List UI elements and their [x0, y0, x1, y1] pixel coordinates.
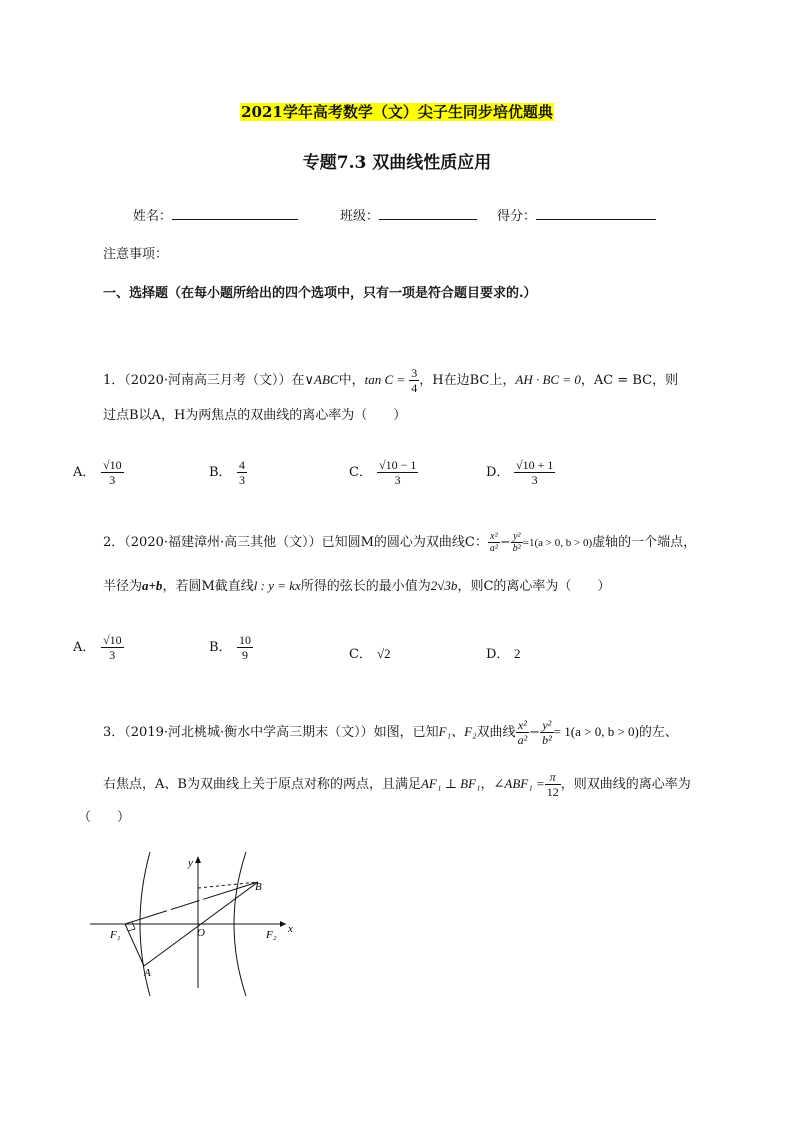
q3-pd: 12	[546, 785, 559, 799]
q2-option-a-value	[101, 633, 124, 662]
q1-c-den: 3	[394, 473, 401, 487]
q2-tail: 虚轴的一个端点，	[592, 535, 697, 550]
q1-option-d-label: D．	[486, 465, 510, 480]
label-y: y	[188, 857, 193, 869]
label-f1: F₁	[110, 929, 121, 941]
name-label: 姓名：	[133, 209, 173, 224]
q1-option-b-label: B．	[209, 465, 232, 480]
line-f1-b	[125, 882, 258, 924]
q1-option-a-label: A．	[73, 465, 96, 480]
q2-option-b[interactable]	[209, 633, 253, 662]
q1-tan-den: 4	[411, 381, 418, 395]
q2-y-fraction	[511, 531, 523, 554]
q3-tail: 的左、	[638, 725, 678, 740]
q2-line-eq: l : y = kx	[253, 578, 301, 593]
class-label: 班级：	[340, 209, 380, 224]
q1-tan: tan C =	[364, 372, 406, 387]
hyperbola-figure	[80, 848, 310, 998]
q1-lead: 1．（2020·河南高三月考（文））在	[103, 373, 305, 388]
q2-b-num: 10	[239, 633, 251, 647]
q2-x-fraction	[488, 531, 500, 554]
q2-line2d: ，则C的离心率为（ ）	[457, 579, 611, 594]
q1-option-c-label: C．	[349, 465, 372, 480]
q3-mid: 双曲线	[476, 725, 516, 740]
q2-option-c-label: C．	[349, 647, 372, 662]
q2-a-den: 3	[109, 648, 116, 662]
q3-xd: a²	[517, 733, 528, 747]
q1-option-d-value	[514, 458, 555, 487]
q3-x-fraction	[516, 718, 530, 747]
q2-eq: =1(a > 0, b > 0)	[522, 537, 593, 549]
label-x: x	[288, 923, 293, 935]
label-f2: F₂	[266, 929, 277, 941]
q2-option-c[interactable]	[349, 643, 391, 662]
q1-option-b[interactable]	[209, 458, 247, 487]
class-field	[340, 205, 477, 224]
q1-option-c[interactable]	[349, 458, 418, 487]
question-2-line-1: 2．（2020·福建漳州·高三其他（文））已知圆M的圆心为双曲线C： $\frac{\text{x²}}{\text{a²}}$ − $\frac{\text{y²}}{\text{b²}}$ =1(a > 0, b > 0)虚轴的一个端点，	[103, 531, 697, 554]
label-b: B	[255, 881, 262, 893]
q3-lead: 3．（2019·河北桃城·衡水中学高三期末（文））如图，已知	[103, 725, 439, 740]
notice-heading: 注意事项：	[103, 247, 169, 262]
q3-eq: = 1(a > 0, b > 0)	[553, 724, 639, 739]
q3-perp: AF₁ ⊥ BF₁	[420, 776, 481, 791]
q1-d-den: 3	[531, 473, 538, 487]
q1-tan-fraction	[409, 366, 419, 395]
q2-c-value: √2	[377, 646, 391, 661]
q3-line2c: ，则双曲线的离心率为	[560, 777, 691, 792]
q3-foci: F₁、F₂	[438, 724, 477, 739]
q3-line2b: ，	[480, 777, 494, 792]
q1-vector-eq: AH · BC = 0	[515, 372, 581, 387]
question-3-line-1: 3．（2019·河北桃城·衡水中学高三期末（文））如图，已知F₁、F₂双曲线 $\frac{\text{x²}}{\text{a²}}$ − $\frac{\text{y²}}{\text{b²}}$ = 1(a > 0, b > 0)的左、	[103, 718, 678, 747]
question-3-line-3: （ ）	[78, 810, 131, 825]
q1-mid2: ，H在边BC上，	[419, 373, 516, 388]
q3-pn: π	[545, 770, 561, 785]
q1-triangle: ∨ABC	[304, 372, 339, 387]
q2-d-value: 2	[514, 646, 521, 661]
q1-a-den: 3	[109, 473, 116, 487]
x-axis-arrow	[280, 921, 286, 927]
q1-d-num: √10 + 1	[516, 458, 554, 472]
class-blank[interactable]	[379, 207, 477, 220]
q2-option-d-label: D．	[486, 647, 510, 662]
q2-chord: 2√3b	[430, 578, 458, 593]
right-angle-mark	[128, 922, 135, 931]
q2-option-b-label: B．	[209, 640, 232, 655]
q2-option-a[interactable]	[73, 633, 124, 662]
q1-mid3: ，AC = BC，则	[580, 373, 679, 388]
score-blank[interactable]	[536, 207, 656, 220]
q1-option-a-value	[101, 458, 124, 487]
q2-line2a: 半径为	[103, 579, 143, 594]
q1-option-c-value	[377, 458, 418, 487]
name-blank[interactable]	[172, 207, 298, 220]
q1-c-num: √10 − 1	[379, 458, 417, 472]
q2-a-num: √10	[103, 633, 122, 647]
q3-y-fraction	[540, 718, 554, 747]
q3-angle-fraction	[545, 770, 561, 799]
header-banner	[0, 101, 794, 122]
q2-yd: b²	[512, 543, 521, 554]
y-axis-arrow	[195, 856, 201, 863]
q2-yn: y²	[511, 531, 523, 543]
q2-radius: a+b	[142, 578, 163, 593]
q3-xn: x²	[516, 718, 530, 733]
question-1-line-1	[103, 366, 723, 395]
q2-option-a-label: A．	[73, 640, 96, 655]
q2-xd: a²	[489, 543, 498, 554]
q1-a-num: √10	[103, 458, 122, 472]
q1-tan-num: 3	[411, 366, 418, 380]
score-label: 得分：	[497, 209, 537, 224]
q3-yn: y²	[540, 718, 554, 733]
label-a: A	[144, 967, 151, 979]
page-title: 专题7.3 双曲线性质应用	[302, 153, 492, 173]
q2-line2c: 所得的弦长的最小值为	[300, 579, 431, 594]
q2-b-den: 9	[242, 648, 248, 662]
q2-option-b-value	[237, 633, 253, 662]
question-2-line-2	[103, 576, 610, 597]
q1-option-b-value	[237, 458, 247, 487]
q3-angle: ∠ABF₁ =	[493, 776, 545, 791]
question-3-line-2	[103, 770, 691, 799]
question-1-line-2: 过点B以A，H为两焦点的双曲线的离心率为（ ）	[103, 408, 407, 423]
q1-option-d[interactable]	[486, 458, 555, 487]
name-field	[133, 205, 298, 224]
q2-lead: 2．（2020·福建漳州·高三其他（文））已知圆M的圆心为双曲线C：	[103, 535, 488, 550]
q3-yd: b²	[542, 733, 552, 747]
q3-line2a: 右焦点，A、B为双曲线上关于原点对称的两点，且满足	[103, 777, 421, 792]
q2-option-d[interactable]	[486, 643, 521, 662]
q1-b-num: 4	[239, 458, 245, 472]
q1-option-a[interactable]	[73, 458, 124, 487]
header-banner-text: 2021学年高考数学（文）尖子生同步培优题典	[241, 103, 553, 121]
q2-line2b: ，若圆M截直线	[162, 579, 254, 594]
label-o: O	[197, 927, 205, 939]
q1-b-den: 3	[239, 473, 245, 487]
section-heading: 一、选择题（在每小题所给出的四个选项中，只有一项是符合题目要求的.）	[103, 286, 537, 301]
q1-mid1: 中，	[338, 373, 365, 388]
score-field	[497, 205, 656, 224]
q2-xn: x²	[488, 531, 500, 543]
